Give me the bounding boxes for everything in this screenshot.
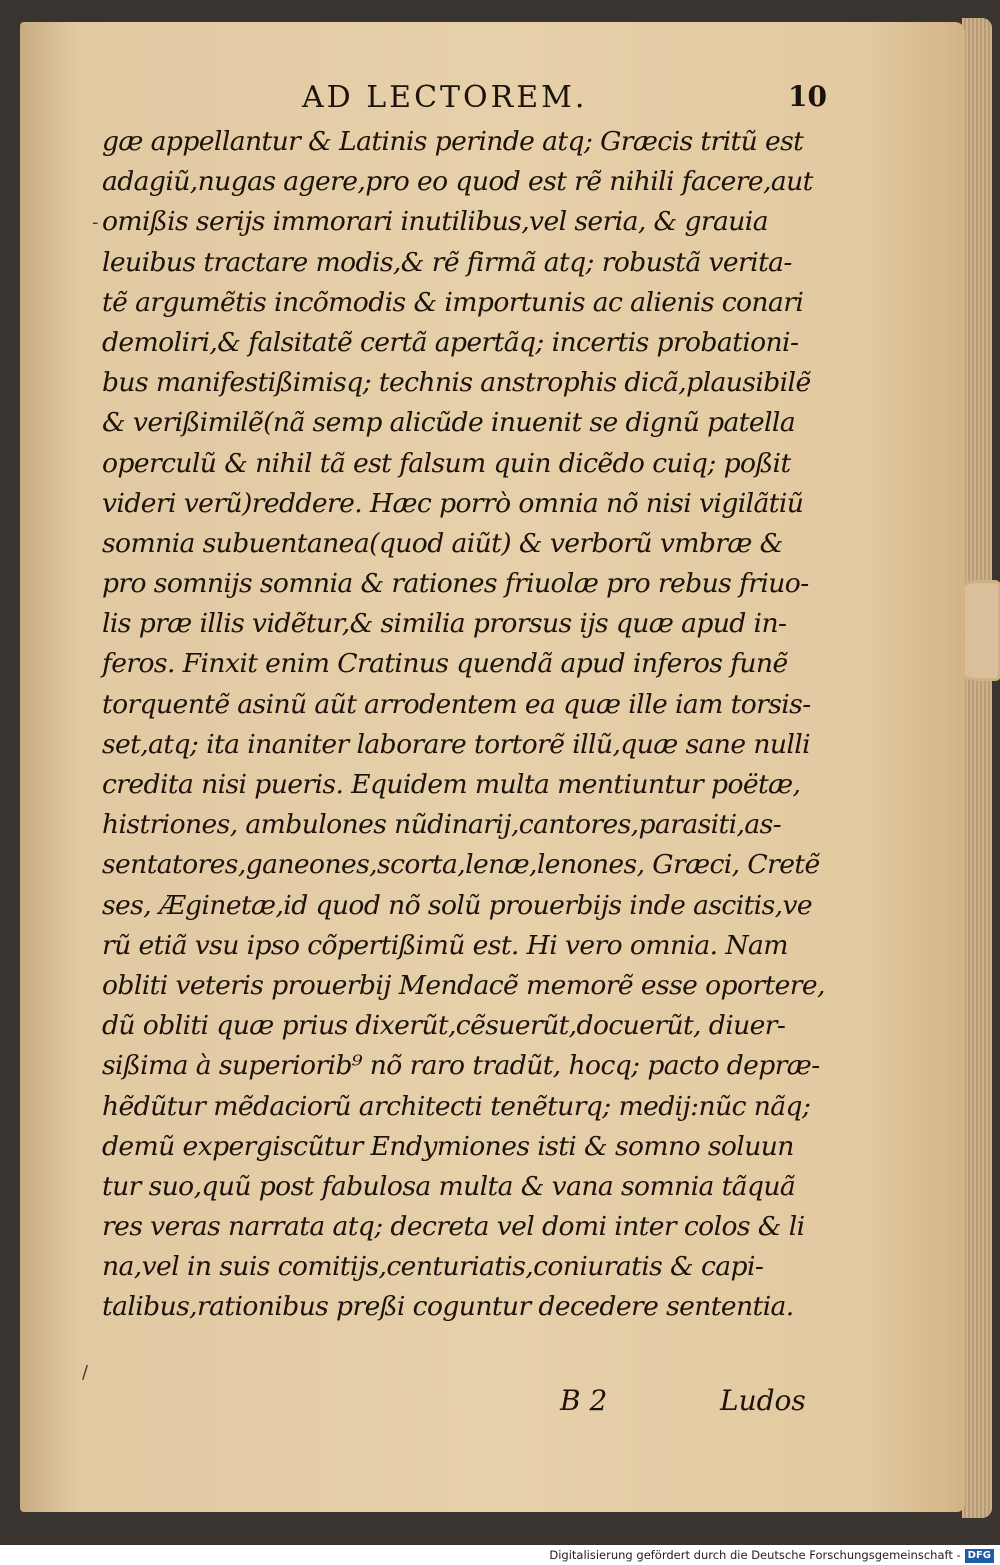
text-line: somnia subuentanea(quod aiũt) & verborũ vmbræ & — [102, 527, 783, 559]
digitization-footer — [0, 1545, 1000, 1565]
text-line: rũ etiã vsu ipso cõpertißimũ est. Hi vero omnia. Nam — [102, 929, 788, 961]
text-line: sißima à superiorib⁹ nõ raro tradũt, hocq; pacto depræ- — [102, 1050, 820, 1082]
book-page — [20, 22, 965, 1512]
text-line: res veras narrata atq; decreta vel domi inter colos & li — [102, 1211, 805, 1243]
text-line: sentatores,ganeones,scorta,lenæ,lenones, Græci, Cretẽ — [102, 849, 820, 881]
text-line: na,vel in suis comitijs,centuriatis,coniuratis & capi- — [102, 1251, 764, 1283]
text-line: omißis serijs immorari inutilibus,vel seria, & grauia — [102, 206, 768, 238]
text-line: lis præ illis vidẽtur,& similia prorsus ijs quæ apud in- — [102, 608, 787, 640]
page-edge-stack — [962, 18, 992, 1518]
text-line: videri verũ)reddere. Hæc porrò omnia nõ nisi vigilãtiũ — [102, 487, 804, 519]
text-line: pro somnijs somnia & rationes friuolæ pro rebus friuo- — [102, 568, 809, 600]
text-line: set,atq; ita inaniter laborare tortorẽ illũ,quæ sane nulli — [102, 728, 811, 760]
footer-credit: Digitalisierung gefördert durch die Deutsche Forschungsgemeinschaft - — [549, 1548, 961, 1562]
text-line: demũ expergiscũtur Endymiones isti & somno soluun — [102, 1130, 794, 1162]
text-line: bus manifestißimisq; technis anstrophis dicã,plausibilẽ — [102, 367, 811, 399]
text-line: torquentẽ asinũ aũt arrodentem ea quæ ille iam torsis- — [102, 688, 811, 720]
text-line: demoliri,& falsitatẽ certã apertãq; incertis probationi- — [102, 326, 799, 358]
signature-mark: B 2 — [560, 1384, 608, 1417]
page-number: 10 — [788, 80, 827, 113]
text-line: histriones, ambulones nũdinarij,cantores,parasiti,as- — [102, 809, 782, 841]
text-line: credita nisi pueris. Equidem multa mentiuntur poëtæ, — [102, 769, 801, 800]
text-line: dũ obliti quæ prius dixerũt,cẽsuerũt,docuerũt, diuer- — [102, 1010, 786, 1042]
text-line: tur suo,quũ post fabulosa multa & vana somnia tãquã — [102, 1170, 796, 1202]
text-line: leuibus tractare modis,& rẽ firmã atq; robustã verita- — [102, 246, 792, 278]
text-line: adagiũ,nugas agere,pro eo quod est rẽ nihili facere,aut — [102, 166, 813, 198]
text-line: hẽdũtur mẽdaciorũ architecti tenẽturq; medij:nũc nãq; — [102, 1090, 811, 1122]
text-line: & verißimilẽ(nã semp alicũde inuenit se dignũ patella — [102, 407, 796, 439]
text-line: talibus,rationibus preßi coguntur decedere sententia. — [102, 1291, 794, 1323]
dfg-logo: DFG — [965, 1549, 994, 1563]
page-foot — [20, 1384, 965, 1424]
catchword: Ludos — [720, 1384, 806, 1417]
text-line: obliti veteris prouerbij Mendacẽ memorẽ esse oportere, — [102, 969, 825, 1001]
text-line: ses, Æginetæ,id quod nõ solũ prouerbijs inde ascitis,ve — [102, 889, 813, 921]
text-line: operculũ & nihil tã est falsum quin dicẽdo cuiq; poßit — [102, 447, 791, 479]
body-text — [102, 122, 842, 1328]
margin-mark: / — [82, 1362, 89, 1383]
running-head: AD LECTOREM. — [302, 80, 588, 115]
text-line: gæ appellantur & Latinis perinde atq; Græcis tritũ est — [102, 126, 804, 157]
text-line: feros. Finxit enim Cratinus quendã apud inferos funẽ — [102, 648, 788, 680]
margin-mark: - — [92, 212, 99, 233]
text-line: tẽ argumẽtis incõmodis & importunis ac alienis conari — [102, 286, 804, 318]
